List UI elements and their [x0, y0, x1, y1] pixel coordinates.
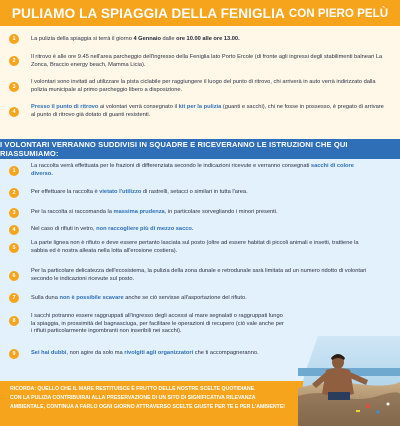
poster-subtitle: CON PIERO PELÙ: [288, 6, 389, 20]
body-text: Nel caso di rifiuti in vetro,: [31, 226, 97, 232]
body-text: La pulizia della spiaggia si terrà il giorno: [31, 36, 134, 42]
body-text: di rastrelli, setacci o similari in tutta l'area.: [141, 189, 248, 195]
highlighted-text: Presso il punto di ritrovo: [31, 104, 99, 110]
poster-title: PULIAMO LA SPIAGGIA DELLA FENIGLIA: [11, 5, 285, 21]
body-text: Per la raccolta si raccomanda la: [31, 209, 114, 215]
step-number-badge: 4: [9, 225, 19, 235]
info-item: [31, 104, 386, 119]
instruction-item: [31, 226, 371, 234]
body-text: La parte lignea non è rifiuto e deve essere pertanto lasciata sul posto (oltre ad essere habitat di piccoli animali e insetti, trattiene la sabbia ed è nostra alleata nella lotta all'erosione costiera).: [31, 240, 359, 254]
highlighted-text: vietato l'utilizzo: [99, 189, 142, 195]
body-text: I sacchi potranno essere raggruppati all'ingresso degli accessi al mare segnalati o raggruppati lungo la spiaggia, in prossimità del bagnasciuga, per facilitare le operazioni di recupero (ciò vale anche per i rifiuti particolarmente ingombranti non inseribili nei sacchi).: [31, 313, 284, 335]
body-text: , non agire da solo ma: [66, 350, 125, 356]
body-text: La raccolta verrà effettuata per le frazioni di differenziata secondo le indicazioni ricevute e verranno consegnati: [31, 163, 311, 169]
step-number-badge: 9: [9, 349, 19, 359]
reminder-line: RICORDA: QUELLO CHE IL MARE RESTITUISCE È FRUTTO DELLE NOSTRE SCELTE QUOTIDIANE.: [10, 386, 256, 392]
highlighted-text: rivolgiti agli organizzatori: [124, 350, 194, 356]
piero-pelu-photo: [298, 336, 400, 426]
instruction-item: [31, 189, 371, 197]
highlighted-text: kit per la pulizia: [178, 104, 222, 110]
instruction-item: [31, 209, 371, 217]
bold-text: ore 10.00 alle ore 13.00.: [176, 36, 240, 42]
body-text: ai volontari verrà consegnato il: [98, 104, 179, 110]
step-number-badge: 2: [9, 188, 19, 198]
body-text: , in particolare sorvegliando i minori presenti.: [164, 209, 278, 215]
highlighted-text: non è possibile scavare: [59, 295, 124, 301]
instruction-item: [31, 240, 371, 255]
reminder-line: AMBIENTALE, CONTINUA A FARLO OGNI GIORNO ATTRAVERSO SCELTE GIUSTE PER TE E PER L'AMBIENTE!: [10, 404, 286, 410]
instruction-item: [31, 163, 371, 178]
highlighted-text: Sei hai dubbi: [31, 350, 67, 356]
body-text: I volontari sono invitati ad utilizzare la pista ciclabile per raggiungere il luogo del punto di ritrovo, chi arriverà in auto verrà indirizzato dalla polizia municipale al primo parcheggio libero a disposizione.: [31, 79, 376, 93]
highlighted-text: sacchi di colore diverso.: [31, 163, 354, 177]
step-number-badge: 3: [9, 208, 19, 218]
step-number-badge: 6: [9, 271, 19, 281]
beach-photo-illustration: [298, 336, 400, 426]
info-item: [31, 79, 386, 94]
step-number-badge: 4: [9, 107, 19, 117]
info-item: [31, 54, 386, 69]
step-number-badge: 8: [9, 316, 19, 326]
body-text: Sulla duna: [31, 295, 60, 301]
highlighted-text: massima prudenza: [113, 209, 165, 215]
instruction-item: [31, 350, 285, 358]
poster-header: [0, 0, 400, 26]
step-number-badge: 7: [9, 293, 19, 303]
body-text: (guanti e sacchi), chi ne fosse in possesso, è pregato di arrivare al punto di ritrovo già dotato di guanti resistenti.: [31, 104, 384, 118]
info-item: [31, 36, 386, 44]
step-number-badge: 1: [9, 34, 19, 44]
step-number-badge: 1: [9, 166, 19, 176]
step-number-badge: 2: [9, 56, 19, 66]
highlighted-text: non raccogliere più di mezzo sacco.: [96, 226, 194, 232]
body-text: anche se ciò servisse all'asportazione del rifiuto.: [123, 295, 247, 301]
reminder-line: CON LA PULIZIA CONTRIBUIRAI ALLA PRESERVAZIONE DI UN SITO DI SIGNIFICATIVA RILEVANZA: [10, 395, 256, 401]
meeting-info-section: [0, 26, 400, 139]
step-number-badge: 3: [9, 82, 19, 92]
bold-text: 4 Gennaio: [133, 36, 161, 42]
body-text: Il ritrovo è alle ore 9.45 nell'area parcheggio dell'ingresso della Feniglia lato Porto Ercole (di fronte agli ingressi degli stabilimenti balneari La Zonca, Braccio energy beach, Mamma Licia).: [31, 54, 383, 68]
instructions-banner: I VOLONTARI VERRANNO SUDDIVISI IN SQUADRE E RICEVERANNO LE ISTRUZIONI CHE QUI RIASSUMIAMO:: [0, 139, 400, 159]
body-text: che ti accompagneranno.: [193, 350, 259, 356]
reminder-text: [10, 385, 310, 412]
instruction-item: [31, 268, 371, 283]
body-text: Per la particolare delicatezza dell'ecosistema, la pulizia della zona dunale e retrodunale sarà limitata ad un numero ridotto di volontari secondo le indicazioni ricevute sul posto.: [31, 268, 367, 282]
instruction-item: [31, 313, 285, 336]
body-text: dalle: [160, 36, 177, 42]
body-text: Per effettuare la raccolta è: [31, 189, 100, 195]
instruction-item: [31, 295, 371, 303]
step-number-badge: 5: [9, 243, 19, 253]
